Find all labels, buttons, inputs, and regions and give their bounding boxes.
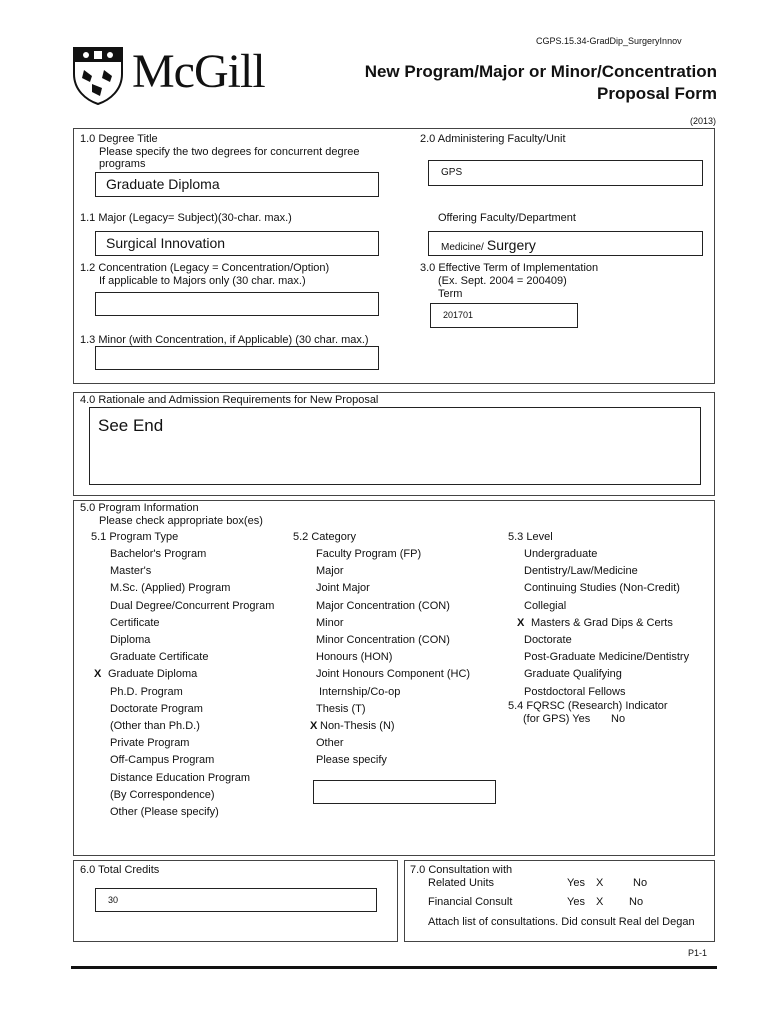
term-label-3: Term bbox=[438, 288, 463, 300]
level-label: 5.3 Level bbox=[508, 531, 553, 543]
total-credits-label: 6.0 Total Credits bbox=[80, 864, 160, 876]
offering-dept-value-wrap bbox=[441, 237, 536, 253]
program-type-option[interactable]: (By Correspondence) bbox=[110, 788, 215, 801]
degree-title-label: 1.0 Degree Title bbox=[80, 133, 158, 145]
term-label-1: 3.0 Effective Term of Implementation bbox=[420, 262, 599, 274]
concentration-instruction: If applicable to Majors only (30 char. max.) bbox=[99, 275, 306, 287]
program-type-option[interactable]: M.Sc. (Applied) Program bbox=[110, 582, 231, 595]
program-type-label: 5.1 Program Type bbox=[91, 531, 179, 543]
fqrsc-label-1: 5.4 FQRSC (Research) Indicator bbox=[508, 700, 668, 712]
term-label-2: (Ex. Sept. 2004 = 200409) bbox=[438, 275, 567, 287]
program-type-option[interactable]: Master's bbox=[110, 565, 152, 578]
level-option[interactable]: Graduate Qualifying bbox=[524, 668, 622, 681]
consultation-label: 7.0 Consultation with bbox=[410, 864, 513, 876]
category-specify-field[interactable] bbox=[313, 780, 496, 804]
financial-consult-label: Financial Consult bbox=[428, 896, 513, 908]
minor-field[interactable] bbox=[95, 346, 379, 370]
program-type-option[interactable]: Graduate Certificate bbox=[110, 651, 209, 664]
category-check-mark: X bbox=[310, 720, 318, 732]
rationale-value: See End bbox=[98, 416, 164, 435]
level-option[interactable]: Masters & Grad Dips & Certs bbox=[531, 616, 673, 629]
category-option[interactable]: Thesis (T) bbox=[316, 702, 366, 715]
form-year: (2013) bbox=[689, 116, 716, 126]
related-units-no: No bbox=[633, 877, 648, 889]
level-option[interactable]: Continuing Studies (Non-Credit) bbox=[524, 582, 680, 595]
program-info-instruction: Please check appropriate box(es) bbox=[99, 515, 263, 527]
admin-unit-value: GPS bbox=[441, 167, 463, 178]
rationale-label: 4.0 Rationale and Admission Requirements for New Proposal bbox=[80, 394, 379, 406]
offering-dept-value: Surgery bbox=[486, 237, 536, 253]
program-type-option[interactable]: Off-Campus Program bbox=[110, 754, 215, 767]
logo-wordmark: McGill bbox=[132, 45, 265, 98]
program-type-option[interactable]: Doctorate Program bbox=[110, 702, 203, 715]
concentration-field[interactable] bbox=[95, 292, 379, 316]
program-type-check-mark: X bbox=[94, 668, 102, 681]
major-field[interactable] bbox=[95, 231, 379, 256]
program-type-option[interactable]: Diploma bbox=[110, 634, 151, 646]
program-type-option[interactable]: (Other than Ph.D.) bbox=[110, 720, 200, 732]
form-title-line2: Proposal Form bbox=[597, 84, 717, 103]
offering-dept-value-small: Medicine/ bbox=[441, 242, 484, 253]
level-option[interactable]: Undergraduate bbox=[524, 548, 598, 560]
mcgill-crest-logo bbox=[72, 44, 124, 109]
related-units-label: Related Units bbox=[428, 877, 495, 889]
admin-unit-field[interactable] bbox=[428, 160, 703, 186]
category-option[interactable]: Minor bbox=[316, 616, 344, 629]
financial-consult-yes: Yes bbox=[567, 896, 585, 908]
major-label: 1.1 Major (Legacy= Subject)(30-char. max.) bbox=[80, 212, 292, 224]
degree-instruction-1: Please specify the two degrees for concurrent degree bbox=[99, 146, 360, 158]
related-units-yes: Yes bbox=[567, 877, 585, 889]
footer-rule bbox=[71, 966, 717, 969]
level-option[interactable]: Collegial bbox=[524, 599, 567, 612]
page-number: P1-1 bbox=[688, 948, 708, 958]
minor-label: 1.3 Minor (with Concentration, if Applicable) (30 char. max.) bbox=[80, 334, 369, 346]
category-option[interactable]: Non-Thesis (N) bbox=[320, 720, 395, 732]
program-type-option[interactable]: Private Program bbox=[110, 737, 190, 750]
term-value: 201701 bbox=[443, 310, 474, 320]
program-type-option[interactable]: Certificate bbox=[110, 616, 160, 629]
major-value: Surgical Innovation bbox=[106, 235, 226, 251]
offering-dept-label: Offering Faculty/Department bbox=[438, 212, 576, 224]
level-option[interactable]: Post-Graduate Medicine/Dentistry bbox=[524, 651, 690, 664]
related-units-x: X bbox=[596, 877, 604, 889]
program-info-label: 5.0 Program Information bbox=[80, 502, 199, 514]
program-type-option[interactable]: Bachelor's Program bbox=[110, 548, 207, 560]
category-option[interactable]: Minor Concentration (CON) bbox=[316, 634, 450, 646]
category-option[interactable]: Honours (HON) bbox=[316, 651, 393, 664]
consultation-note: Attach list of consultations. Did consult Real del Degan bbox=[428, 916, 695, 928]
level-option[interactable]: Dentistry/Law/Medicine bbox=[524, 565, 638, 578]
category-option[interactable]: Major Concentration (CON) bbox=[316, 599, 450, 612]
category-label: 5.2 Category bbox=[293, 531, 356, 543]
program-type-option[interactable]: Graduate Diploma bbox=[108, 668, 198, 681]
form-title-line1: New Program/Major or Minor/Concentration bbox=[364, 62, 717, 81]
financial-consult-x: X bbox=[596, 896, 604, 908]
total-credits-value: 30 bbox=[108, 895, 119, 905]
financial-consult-no: No bbox=[629, 896, 644, 908]
category-option[interactable]: Joint Honours Component (HC) bbox=[316, 668, 471, 681]
degree-instruction-2: programs bbox=[99, 158, 146, 170]
term-field[interactable] bbox=[430, 303, 578, 328]
rationale-field[interactable] bbox=[89, 407, 701, 485]
program-type-option[interactable]: Dual Degree/Concurrent Program bbox=[110, 599, 275, 612]
level-check-mark: X bbox=[517, 616, 525, 629]
category-option[interactable]: Major bbox=[316, 565, 344, 578]
program-type-option[interactable]: Distance Education Program bbox=[110, 771, 251, 784]
category-option[interactable]: Please specify bbox=[316, 754, 387, 767]
degree-title-value: Graduate Diploma bbox=[106, 176, 220, 192]
concentration-label: 1.2 Concentration (Legacy = Concentration/Option) bbox=[80, 262, 330, 274]
form-code: CGPS.15.34-GradDip_SurgeryInnov bbox=[536, 36, 682, 46]
program-type-option[interactable]: Other (Please specify) bbox=[110, 806, 219, 818]
level-option[interactable]: Postdoctoral Fellows bbox=[524, 685, 626, 698]
fqrsc-no: No bbox=[611, 713, 626, 725]
category-option[interactable]: Internship/Co-op bbox=[319, 685, 401, 698]
admin-unit-label: 2.0 Administering Faculty/Unit bbox=[420, 133, 566, 145]
program-type-option[interactable]: Ph.D. Program bbox=[110, 685, 183, 698]
level-option[interactable]: Doctorate bbox=[524, 634, 572, 646]
category-option[interactable]: Other bbox=[316, 737, 344, 750]
fqrsc-label-2: (for GPS) Yes bbox=[523, 713, 591, 725]
offering-dept-field[interactable] bbox=[428, 231, 703, 256]
category-option[interactable]: Faculty Program (FP) bbox=[316, 548, 422, 560]
total-credits-field[interactable] bbox=[95, 888, 377, 912]
degree-title-field[interactable] bbox=[95, 172, 379, 197]
category-option[interactable]: Joint Major bbox=[316, 582, 370, 595]
